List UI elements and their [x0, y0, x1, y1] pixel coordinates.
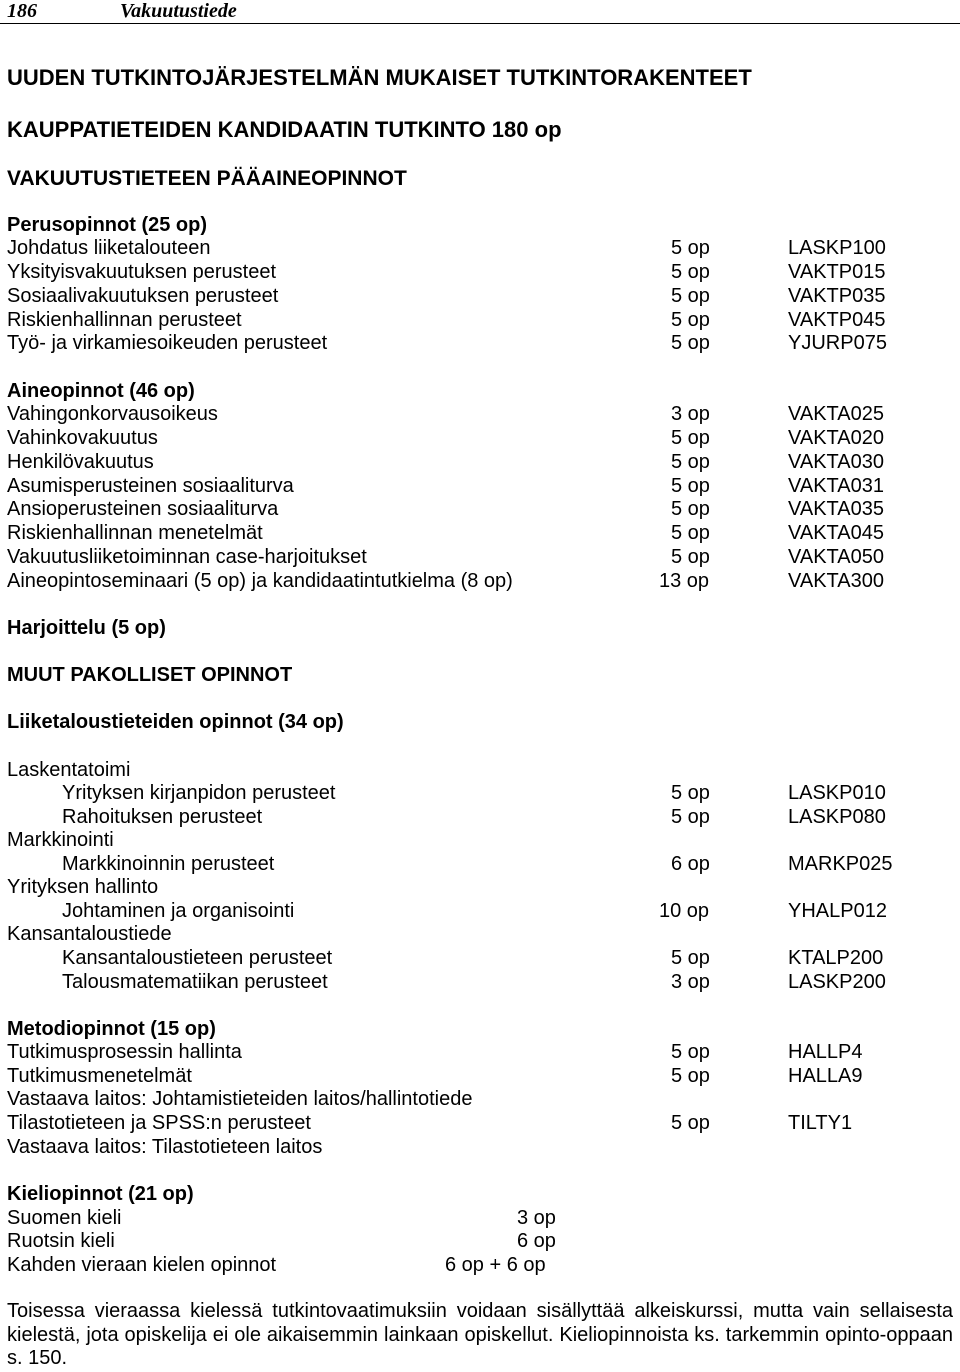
course-credits: 5 op	[671, 309, 710, 331]
section-title-kieli: Kieliopinnot (21 op)	[7, 1183, 194, 1205]
header-rule	[0, 23, 960, 24]
course-code: TILTY1	[788, 1112, 853, 1134]
footer-paragraph: Toisessa vieraassa kielessä tutkintovaatimuksiin voidaan sisällyttää alkeiskurssi, mutta vain sellaisesta kielestä, jota opiskelija ei ole aikaisemmin lainkaan opiskellut. Kieliopinnoista ks. tarkemmin opinto-oppaan s. 150.	[7, 1300, 953, 1369]
section-title-liiketalous: Liiketaloustieteiden opinnot (34 op)	[7, 711, 344, 733]
course-code: LASKP200	[788, 971, 886, 993]
section-title-aineopinnot: Aineopinnot (46 op)	[7, 380, 195, 402]
course-credits: 5 op	[671, 498, 710, 520]
course-credits: 5 op	[671, 1065, 710, 1087]
course-code: VAKTP035	[788, 285, 886, 307]
course-name: Kansantaloustieteen perusteet	[62, 947, 333, 969]
course-credits: 6 op + 6 op	[445, 1254, 546, 1276]
running-title: Vakuutustiede	[120, 0, 237, 22]
course-code: VAKTA050	[788, 546, 884, 568]
course-code: VAKTA030	[788, 451, 884, 473]
course-code: YHALP012	[788, 900, 887, 922]
course-name: Rahoituksen perusteet	[62, 806, 263, 828]
course-name: Sosiaalivakuutuksen perusteet	[7, 285, 279, 307]
group-label: Yrityksen hallinto	[7, 876, 159, 898]
course-name: Yksityisvakuutuksen perusteet	[7, 261, 277, 283]
responsible-dept-note: Vastaava laitos: Johtamistieteiden laitos/hallintotiede	[7, 1088, 473, 1110]
course-name: Tutkimusmenetelmät	[7, 1065, 192, 1087]
course-code: KTALP200	[788, 947, 884, 969]
course-credits: 3 op	[517, 1207, 556, 1229]
course-name: Vahinkovakuutus	[7, 427, 158, 449]
course-name: Kahden vieraan kielen opinnot	[7, 1254, 277, 1276]
group-label: Kansantaloustiede	[7, 923, 172, 945]
course-name: Ansioperusteinen sosiaaliturva	[7, 498, 279, 520]
course-code: VAKTA031	[788, 475, 884, 497]
course-code: VAKTP015	[788, 261, 886, 283]
major-heading: VAKUUTUSTIETEEN PÄÄAINEOPINNOT	[7, 167, 407, 190]
course-code: VAKTA300	[788, 570, 884, 592]
course-name: Vakuutusliiketoiminnan case-harjoitukset	[7, 546, 367, 568]
degree-heading: KAUPPATIETEIDEN KANDIDAATIN TUTKINTO 180 op	[7, 117, 562, 142]
course-credits: 5 op	[671, 475, 710, 497]
course-credits: 5 op	[671, 1041, 710, 1063]
course-credits: 5 op	[671, 261, 710, 283]
course-credits: 10 op	[659, 900, 710, 922]
course-credits: 5 op	[671, 806, 710, 828]
course-name: Henkilövakuutus	[7, 451, 154, 473]
course-name: Riskienhallinnan perusteet	[7, 309, 242, 331]
course-name: Vahingonkorvausoikeus	[7, 403, 218, 425]
course-credits: 5 op	[671, 546, 710, 568]
course-code: VAKTA035	[788, 498, 884, 520]
course-name: Yrityksen kirjanpidon perusteet	[62, 782, 336, 804]
course-name: Johtaminen ja organisointi	[62, 900, 295, 922]
course-name: Johdatus liiketalouteen	[7, 237, 211, 259]
course-credits: 5 op	[671, 237, 710, 259]
course-name: Tilastotieteen ja SPSS:n perusteet	[7, 1112, 311, 1134]
group-label: Markkinointi	[7, 829, 114, 851]
course-code: VAKTA045	[788, 522, 884, 544]
course-credits: 3 op	[671, 971, 710, 993]
course-code: VAKTP045	[788, 309, 886, 331]
section-title-perusopinnot: Perusopinnot (25 op)	[7, 214, 207, 236]
course-credits: 5 op	[671, 1112, 710, 1134]
course-name: Markkinoinnin perusteet	[62, 853, 275, 875]
course-code: VAKTA020	[788, 427, 884, 449]
course-code: VAKTA025	[788, 403, 884, 425]
course-code: YJURP075	[788, 332, 887, 354]
course-code: MARKP025	[788, 853, 893, 875]
course-credits: 5 op	[671, 332, 710, 354]
main-heading: UUDEN TUTKINTOJÄRJESTELMÄN MUKAISET TUTKINTORAKENTEET	[7, 65, 752, 90]
page-number: 186	[7, 0, 37, 22]
course-code: HALLP4	[788, 1041, 863, 1063]
course-name: Aineopintoseminaari (5 op) ja kandidaatintutkielma (8 op)	[7, 570, 513, 592]
section-title-harjoittelu: Harjoittelu (5 op)	[7, 617, 166, 639]
course-credits: 5 op	[671, 947, 710, 969]
course-credits: 5 op	[671, 782, 710, 804]
course-credits: 5 op	[671, 451, 710, 473]
course-credits: 5 op	[671, 285, 710, 307]
course-code: LASKP100	[788, 237, 886, 259]
course-name: Asumisperusteinen sosiaaliturva	[7, 475, 294, 497]
page-header	[0, 0, 960, 26]
course-credits: 6 op	[671, 853, 710, 875]
group-label: Laskentatoimi	[7, 759, 131, 781]
course-credits: 6 op	[517, 1230, 556, 1252]
course-code: LASKP080	[788, 806, 886, 828]
course-name: Työ- ja virkamiesoikeuden perusteet	[7, 332, 328, 354]
section-title-metodi: Metodiopinnot (15 op)	[7, 1018, 216, 1040]
course-name: Ruotsin kieli	[7, 1230, 115, 1252]
course-name: Riskienhallinnan menetelmät	[7, 522, 263, 544]
other-heading: MUUT PAKOLLISET OPINNOT	[7, 664, 293, 686]
course-name: Tutkimusprosessin hallinta	[7, 1041, 242, 1063]
course-credits: 5 op	[671, 427, 710, 449]
course-code: HALLA9	[788, 1065, 863, 1087]
course-code: LASKP010	[788, 782, 886, 804]
responsible-dept-note: Vastaava laitos: Tilastotieteen laitos	[7, 1136, 323, 1158]
course-credits: 5 op	[671, 522, 710, 544]
course-credits: 13 op	[659, 570, 710, 592]
course-name: Suomen kieli	[7, 1207, 122, 1229]
course-credits: 3 op	[671, 403, 710, 425]
course-name: Talousmatematiikan perusteet	[62, 971, 328, 993]
